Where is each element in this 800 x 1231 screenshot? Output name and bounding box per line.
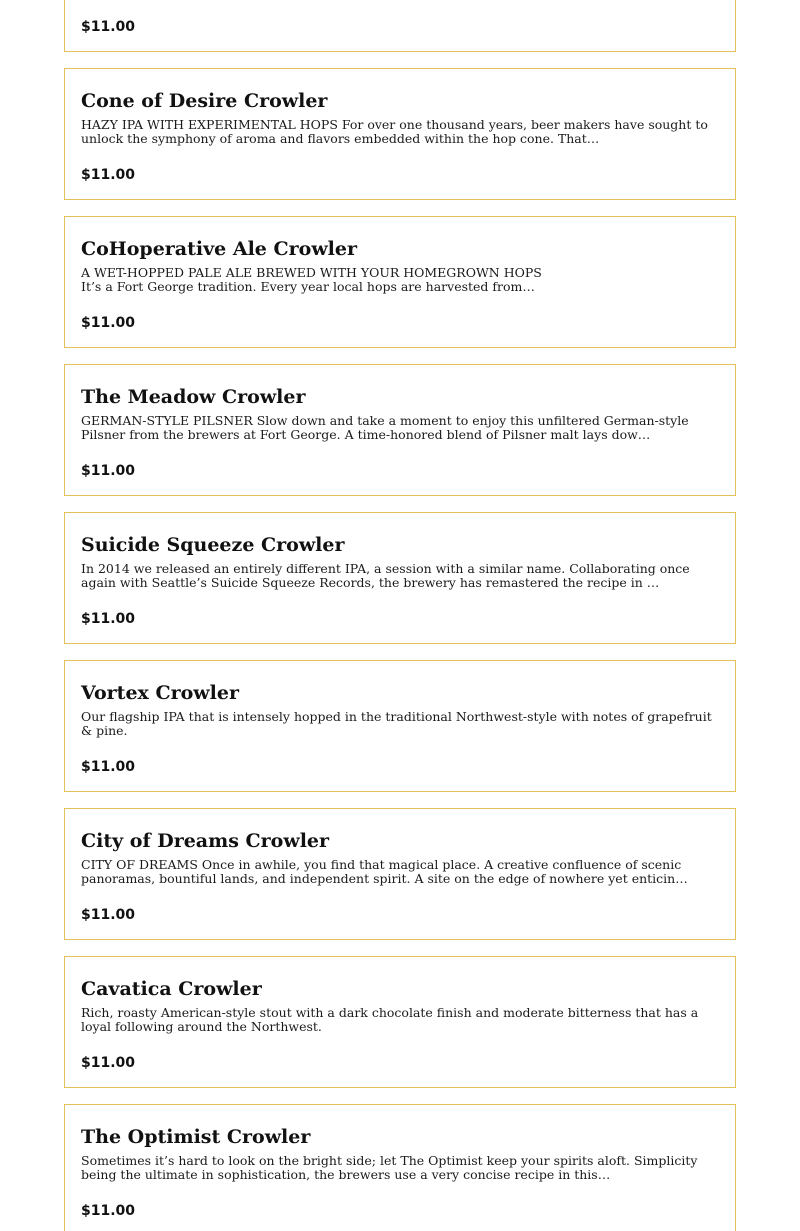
product-price: $11.00 <box>81 463 136 479</box>
product-name[interactable]: City of Dreams Crowler <box>81 830 330 852</box>
product-name[interactable]: Vortex Crowler <box>81 682 239 704</box>
product-list <box>64 0 736 1231</box>
product-description: CITY OF DREAMS Once in awhile, you find that magical place. A creative confluence of scenic panoramas, bountiful lands, and independent spirit. A site on the edge of nowhere yet enticin… <box>81 858 688 886</box>
product-card[interactable] <box>64 68 736 200</box>
product-price: $11.00 <box>81 19 136 35</box>
product-name[interactable]: Suicide Squeeze Crowler <box>81 534 345 556</box>
product-price: $11.00 <box>81 1203 136 1219</box>
product-card[interactable] <box>64 1104 736 1231</box>
product-price: $11.00 <box>81 167 136 183</box>
product-description: Rich, roasty American-style stout with a dark chocolate finish and moderate bitterness that has a loyal following around the Northwest. <box>81 1006 699 1034</box>
product-description: Our flagship IPA that is intensely hopped in the traditional Northwest-style with notes of grapefruit & pine. <box>81 710 712 738</box>
product-card[interactable] <box>64 0 736 52</box>
product-description: GERMAN-STYLE PILSNER Slow down and take a moment to enjoy this unfiltered German-style Pilsner from the brewers at Fort George. A time-honored blend of Pilsner malt lays dow… <box>81 414 689 442</box>
product-name[interactable]: Cavatica Crowler <box>81 978 262 1000</box>
product-description: Sometimes it’s hard to look on the bright side; let The Optimist keep your spirits aloft. Simplicity being the ultimate in sophistication, the brewers use a very concise recipe in this… <box>81 1154 698 1182</box>
product-description: A WET-HOPPED PALE ALE BREWED WITH YOUR HOMEGROWN HOPS It’s a Fort George tradition. Every year local hops are harvested from… <box>81 266 542 294</box>
product-card[interactable] <box>64 364 736 496</box>
product-card[interactable] <box>64 512 736 644</box>
product-card[interactable] <box>64 660 736 792</box>
product-name[interactable]: The Optimist Crowler <box>81 1126 311 1148</box>
product-name[interactable]: CoHoperative Ale Crowler <box>81 238 357 260</box>
product-card[interactable] <box>64 216 736 348</box>
product-price: $11.00 <box>81 315 136 331</box>
product-card[interactable] <box>64 956 736 1088</box>
product-price: $11.00 <box>81 1055 136 1071</box>
product-description: HAZY IPA WITH EXPERIMENTAL HOPS For over one thousand years, beer makers have sought to unlock the symphony of aroma and flavors embedded within the hop cone. That… <box>81 118 708 146</box>
product-name[interactable]: Cone of Desire Crowler <box>81 90 328 112</box>
product-card[interactable] <box>64 808 736 940</box>
product-price: $11.00 <box>81 611 136 627</box>
product-price: $11.00 <box>81 759 136 775</box>
product-price: $11.00 <box>81 907 136 923</box>
product-description: In 2014 we released an entirely different IPA, a session with a similar name. Collaborating once again with Seattle’s Suicide Squeeze Records, the brewery has remastered the recipe in … <box>81 562 690 590</box>
product-name[interactable]: The Meadow Crowler <box>81 386 306 408</box>
